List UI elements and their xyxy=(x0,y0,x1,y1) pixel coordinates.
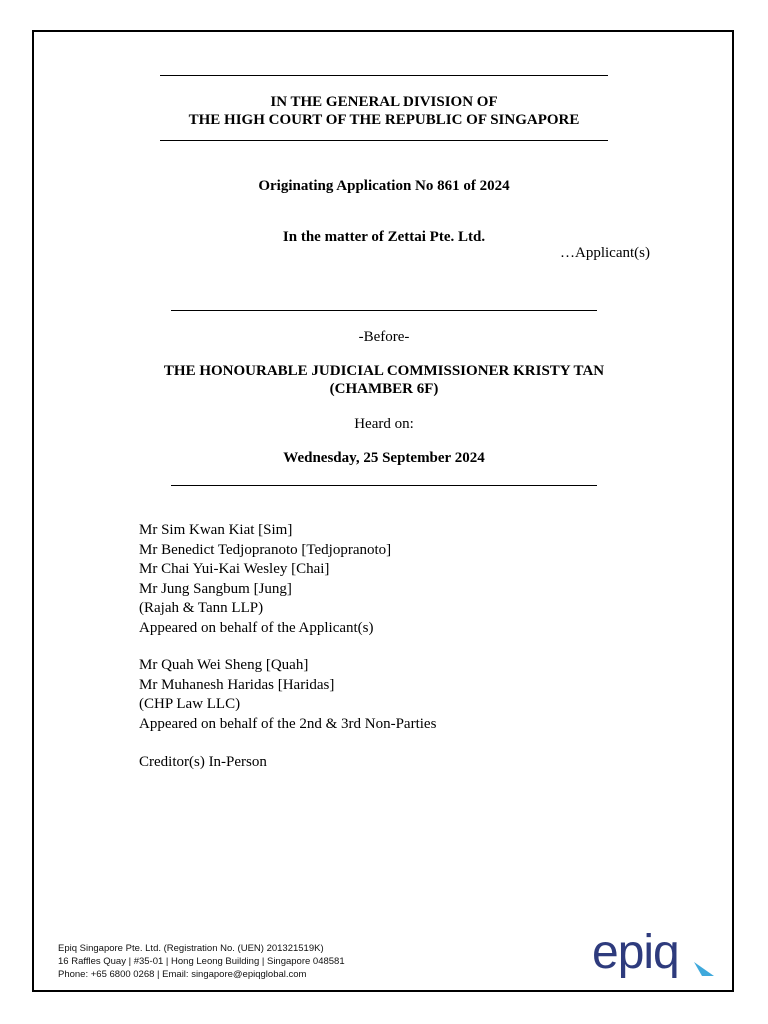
header-rule-bottom xyxy=(160,140,608,141)
epiq-logo xyxy=(590,926,720,992)
counsel-line: Mr Jung Sangbum [Jung] xyxy=(139,580,292,597)
judge-name: THE HONOURABLE JUDICIAL COMMISSIONER KRISTY TAN xyxy=(163,363,605,379)
non-party-counsel-block xyxy=(139,656,436,734)
rule-before-coram xyxy=(171,310,597,311)
rule-after-coram xyxy=(171,485,597,486)
counsel-line: Mr Quah Wei Sheng [Quah] xyxy=(139,657,309,673)
counsel-line: Mr Chai Yui-Kai Wesley [Chai] xyxy=(139,561,330,577)
applicant-counsel-block xyxy=(139,521,391,638)
counsel-line: Mr Muhanesh Haridas [Haridas] xyxy=(139,676,335,693)
footer-address: 16 Raffles Quay | #35-01 | Hong Leong Building | Singapore 048581 xyxy=(58,956,345,967)
counsel-line: Mr Sim Kwan Kiat [Sim] xyxy=(139,522,293,538)
header-rule-top xyxy=(160,75,608,76)
appearance-note: Appeared on behalf of the Applicant(s) xyxy=(139,619,374,636)
creditors-in-person: Creditor(s) In-Person xyxy=(139,754,267,770)
court-title-line-2: THE HIGH COURT OF THE REPUBLIC OF SINGAPORE xyxy=(188,112,580,128)
heard-on-label: Heard on: xyxy=(354,416,414,432)
page-frame xyxy=(32,30,734,992)
company-footer xyxy=(58,942,345,981)
footer-contact: Phone: +65 6800 0268 | Email: singapore@epiqglobal.com xyxy=(58,969,307,980)
application-number: Originating Application No 861 of 2024 xyxy=(258,178,510,194)
applicant-tag: …Applicant(s) xyxy=(560,245,650,261)
logo-wordmark: epiq xyxy=(592,926,679,979)
law-firm: (CHP Law LLC) xyxy=(139,696,241,712)
logo-accent-mark xyxy=(694,962,714,976)
law-firm: (Rajah & Tann LLP) xyxy=(139,600,264,616)
footer-registration: Epiq Singapore Pte. Ltd. (Registration No. (UEN) 201321519K) xyxy=(58,943,324,954)
counsel-line: Mr Benedict Tedjopranoto [Tedjopranoto] xyxy=(139,541,392,558)
appearance-note: Appeared on behalf of the 2nd & 3rd Non-Parties xyxy=(139,715,437,732)
hearing-date: Wednesday, 25 September 2024 xyxy=(283,450,485,466)
before-label: -Before- xyxy=(358,329,410,345)
creditors-block xyxy=(139,753,267,773)
court-title-line-1: IN THE GENERAL DIVISION OF xyxy=(270,94,498,110)
chamber: (CHAMBER 6F) xyxy=(329,381,439,397)
matter-title: In the matter of Zettai Pte. Ltd. xyxy=(282,229,486,245)
